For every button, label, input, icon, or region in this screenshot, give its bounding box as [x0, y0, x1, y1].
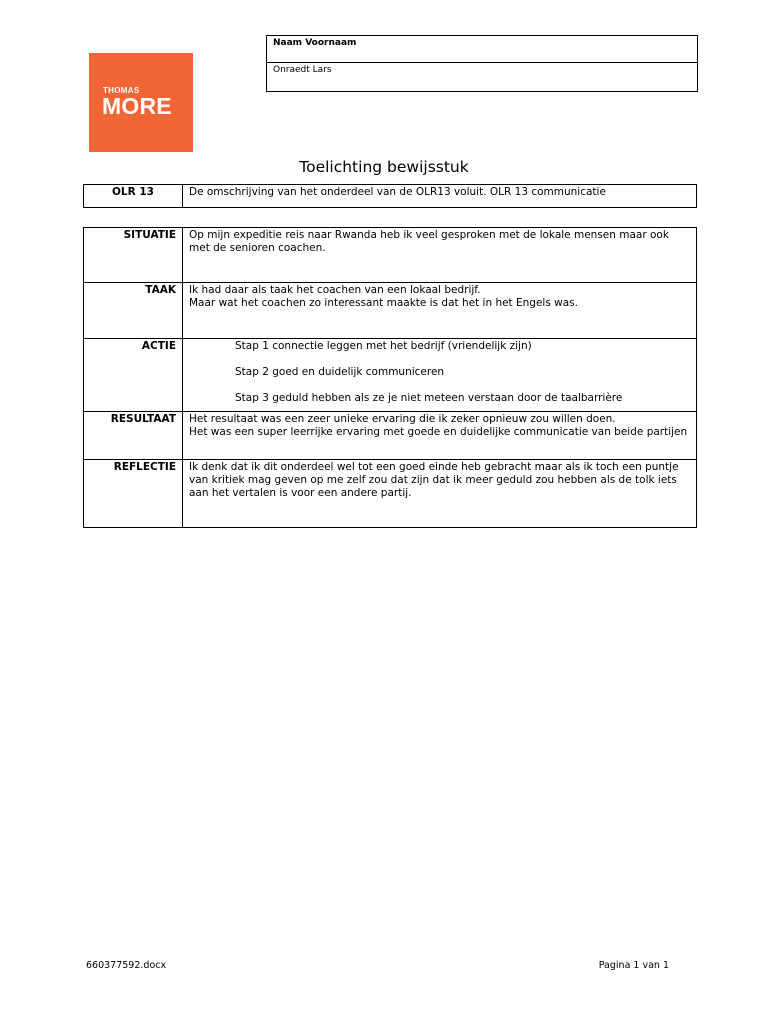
olr-label: OLR 13 [84, 185, 183, 208]
taak-cell [183, 283, 697, 339]
actie-step-2: Stap 2 goed en duidelijk communiceren [235, 366, 445, 378]
logo-line2: MORE [102, 93, 172, 119]
star-table [83, 227, 697, 528]
olr-text: De omschrijving van het onderdeel van de OLR13 voluit. OLR 13 communicatie [183, 185, 697, 208]
taak-line1: Ik had daar als taak het coachen van een lokaal bedrijf. [189, 284, 481, 296]
actie-step-1: Stap 1 connectie leggen met het bedrijf (vriendelijk zijn) [235, 340, 532, 352]
name-value: Onraedt Lars [267, 63, 698, 92]
footer-filename: 660377592.docx [86, 960, 167, 971]
thomas-more-logo [89, 53, 193, 152]
name-table [266, 35, 698, 92]
footer-page-number: Pagina 1 van 1 [598, 960, 669, 971]
reflectie-label: REFLECTIE [84, 460, 183, 528]
resultaat-line2: Het was een super leerrijke ervaring met goede en duidelijke communicatie van beide partijen [189, 426, 688, 438]
actie-cell [183, 339, 697, 412]
logo-line1: THOMAS [103, 86, 140, 95]
reflectie-text: Ik denk dat ik dit onderdeel wel tot een goed einde heb gebracht maar als ik toch een puntje van kritiek mag geven op me zelf zou dat zijn dat ik meer geduld zou hebben als de tolk iets aan het vertalen is voor een andere partij. [183, 460, 697, 528]
olr-table [83, 184, 697, 208]
resultaat-label: RESULTAAT [84, 412, 183, 460]
taak-label: TAAK [84, 283, 183, 339]
resultaat-cell [183, 412, 697, 460]
taak-line2: Maar wat het coachen zo interessant maakte is dat het in het Engels was. [189, 297, 578, 309]
page-title: Toelichting bewijsstuk [299, 158, 469, 176]
situatie-label: SITUATIE [84, 228, 183, 283]
resultaat-line1: Het resultaat was een zeer unieke ervaring die ik zeker opnieuw zou willen doen. [189, 413, 616, 425]
name-label: Naam Voornaam [267, 36, 698, 63]
situatie-text: Op mijn expeditie reis naar Rwanda heb ik veel gesproken met de lokale mensen maar ook met de senioren coachen. [183, 228, 697, 283]
actie-step-3: Stap 3 geduld hebben als ze je niet meteen verstaan door de taalbarrière [235, 392, 623, 404]
actie-label: ACTIE [84, 339, 183, 412]
